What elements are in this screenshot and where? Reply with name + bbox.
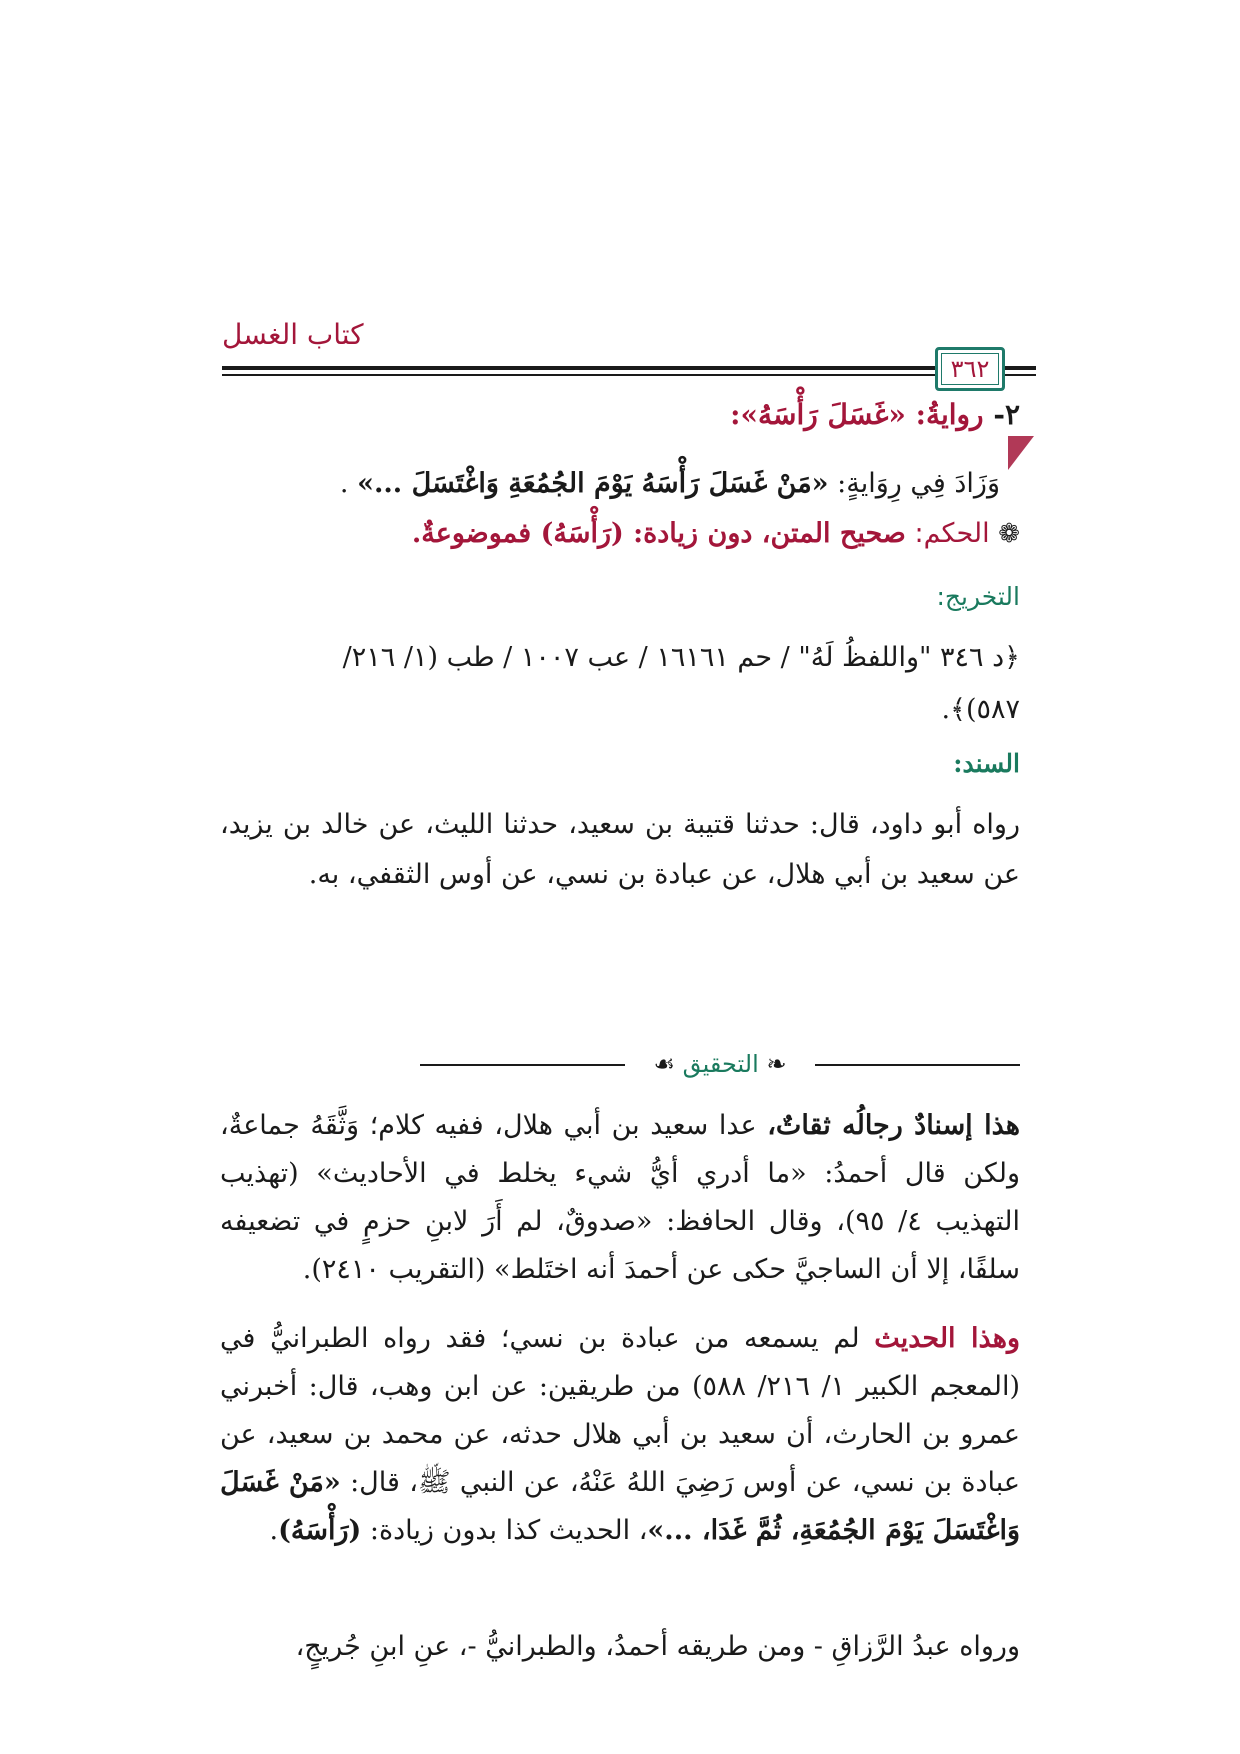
page-number: ٣٦٢ xyxy=(950,355,990,383)
header-rule xyxy=(222,366,1007,370)
addition-line xyxy=(340,462,1000,506)
ornament-icon: ☙ xyxy=(653,1050,675,1078)
paragraph-body: ، الحديث كذا بدون زيادة: xyxy=(361,1515,648,1546)
header-rule xyxy=(1000,374,1036,376)
tahqiq-label xyxy=(420,1050,1020,1078)
sanad-label: السند: xyxy=(953,749,1020,778)
paragraph-abdurrazzaq: ورواه عبدُ الرَّزاقِ - ومن طريقه أحمدُ، والطبرانيُّ -، عنِ ابنِ جُريجٍ، xyxy=(295,1631,1020,1662)
hadith-quote: «مَنْ غَسَلَ وَاغْتَسَلَ يَوْمَ الجُمُعَةِ، ثُمَّ غَدَا، ...» xyxy=(220,1467,1020,1546)
flower-ornament-icon: ❁ xyxy=(998,519,1020,549)
ruling-line xyxy=(412,512,1020,556)
paragraph-lead: وهذا الحديث xyxy=(874,1323,1020,1354)
takhrij-label: التخريج: xyxy=(936,582,1020,611)
addition-word: (رَأْسَهُ) xyxy=(278,1515,362,1546)
section-heading xyxy=(730,398,1020,431)
paragraph-hadith xyxy=(220,1315,1020,1555)
ornament-icon: ❧ xyxy=(766,1050,787,1078)
section-title: روايةُ: «غَسَلَ رَأْسَهُ»: xyxy=(730,398,984,431)
paragraph-body: عدا سعيد بن أبي هلال، ففيه كلام؛ وَثَّقَهُ جماعةٌ، ولكن قال أحمدُ: «ما أدري أيُّ شيء يخلط في الأحاديث» (تهذيب التهذيب ٤/ ٩٥)، وقال الحافظ: «صدوقٌ، لم أَرَ لابنِ حزمٍ في تضعيفه سلفًا، إلا أن الساجيَّ حكى عن أحمدَ أنه اختَلط» (التقريب ٢٤١٠). xyxy=(220,1110,1020,1285)
tahqiq-title: التحقيق xyxy=(682,1050,759,1078)
ruling-label: الحكم: xyxy=(914,518,990,549)
ruling-text: صحيح المتن، دون زيادة: (رَأْسَهُ) فموضوعةٌ. xyxy=(411,518,906,549)
addition-quote: «مَنْ غَسَلَ رَأْسَهُ يَوْمَ الجُمُعَةِ وَاغْتَسَلَ ...» xyxy=(357,468,829,499)
paragraph-isnad xyxy=(220,1102,1020,1294)
addition-prefix: وَزَادَ فِي رِوَايةٍ: xyxy=(837,468,1000,499)
corner-ornament xyxy=(1008,436,1034,470)
takhrij-line-1: ﴿د ٣٤٦ "واللفظُ لَهُ" / حم ١٦١٦١ / عب ١٠٠٧ / طب (١/ ٢١٦/ xyxy=(342,642,1020,673)
page-number-frame xyxy=(935,347,1005,391)
sanad-text: رواه أبو داود، قال: حدثنا قتيبة بن سعيد، حدثنا الليث، عن خالد بن يزيد، عن سعيد بن أبي هلال، عن عبادة بن نسي، عن أوس الثقفي، به. xyxy=(220,809,1020,890)
section-number: ٢- xyxy=(993,398,1020,431)
header-rule xyxy=(1000,366,1036,370)
book-title: كتاب الغسل xyxy=(222,318,364,351)
paragraph-lead: هذا إسنادٌ رجالُه ثقاتٌ، xyxy=(767,1110,1020,1141)
paragraph-end: . xyxy=(269,1515,279,1546)
addition-suffix: . xyxy=(339,468,349,499)
paragraph-body: لم يسمعه من عبادة بن نسي؛ فقد رواه الطبرانيُّ في (المعجم الكبير ١/ ٢١٦/ ٥٨٨) من طريقين: عن ابن وهب، قال: أخبرني عمرو بن الحارث، أن سعيد بن أبي هلال حدثه، عن محمد بن سعيد، عن عبادة بن نسي، عن أوس رَضِيَ اللهُ عَنْهُ، عن النبي ﷺ، قال: xyxy=(220,1323,1020,1498)
tahqiq-divider xyxy=(420,1050,1020,1080)
takhrij-line-2: ٥٨٧)﴾. xyxy=(941,694,1020,725)
header-rule xyxy=(222,374,1007,376)
